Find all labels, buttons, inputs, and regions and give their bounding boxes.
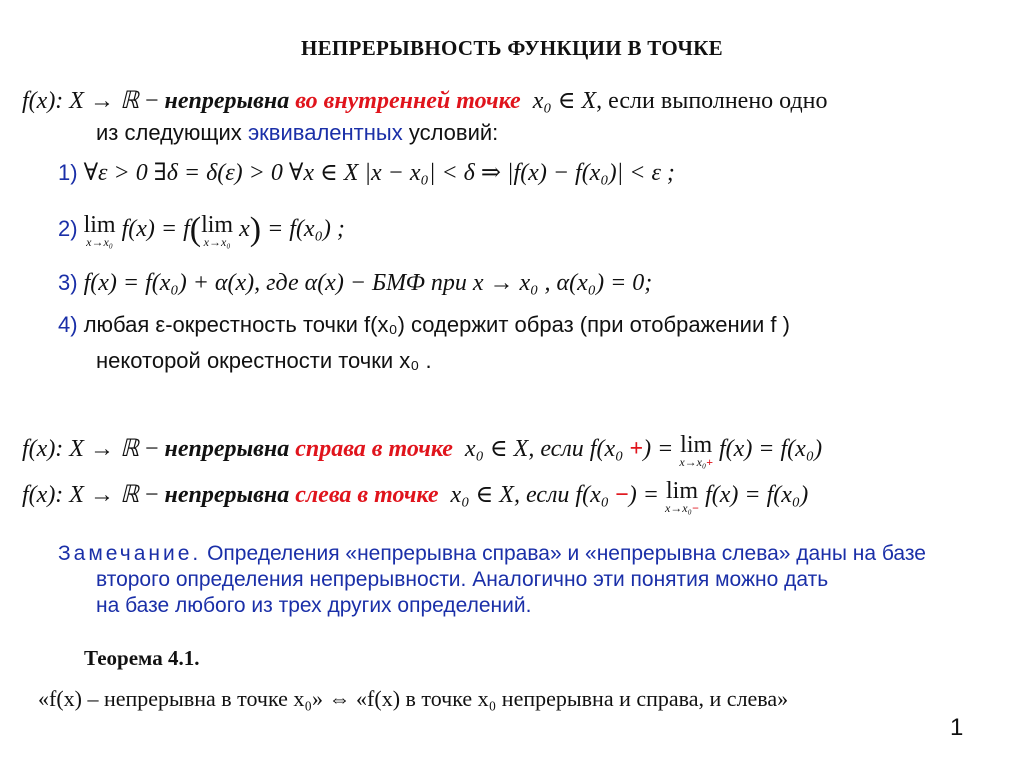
definition-line-2 (96, 118, 498, 148)
lim-subscript: x→x₀ (86, 235, 113, 249)
page-title: НЕПРЕРЫВНОСТЬ ФУНКЦИИ В ТОЧКЕ (300, 36, 723, 60)
cond-c: f(x) = f(x₀) (719, 436, 823, 462)
function-mapping: f(x): X → ℝ (22, 88, 139, 114)
lim-label: lim (680, 432, 713, 458)
condition-4-line-2: некоторой окрестности точки x₀ . (96, 348, 432, 373)
note-line-1 (58, 540, 926, 567)
cond-a: , если f(x₀ (513, 482, 610, 508)
point-x0: x₀ ∈ X (464, 436, 529, 462)
term-continuous: непрерывна (164, 436, 290, 462)
lim-label: lim (666, 478, 699, 504)
term-continuous: непрерывна (164, 482, 290, 508)
limit-operator (665, 480, 699, 514)
theorem-title: Теорема 4.1. (84, 646, 200, 670)
function-mapping: f(x): X → ℝ (22, 482, 139, 508)
condition-number: 3) (58, 270, 78, 295)
plus-sign: + (629, 436, 644, 462)
condition-3 (58, 268, 652, 298)
lim-plus-sign: + (706, 455, 713, 469)
lim-subscript: x→x₀ (679, 455, 707, 469)
condition-text-c: = f(x₀) ; (267, 216, 345, 242)
cond-b: ) = (643, 436, 674, 462)
point-x0: x₀ ∈ X (532, 88, 597, 114)
condition-text-line1: любая ε-окрестность точки f(x₀) содержит образ (при отображении f ) (83, 312, 790, 337)
left-continuity-definition (22, 480, 808, 514)
cond-b: ) = (628, 482, 659, 508)
dash: − (144, 436, 159, 462)
note-line-2: второго определения непрерывности. Аналогично эти понятия можно дать (96, 568, 829, 591)
lim-subscript: x→x₀ (203, 235, 231, 249)
condition-text: f(x) = f(x₀) + α(x), где α(x) − БМФ при x → x₀ , α(x₀) = 0; (83, 270, 653, 296)
minus-sign: − (615, 482, 629, 508)
dash: − (144, 482, 159, 508)
condition-1 (58, 158, 675, 188)
point-x0: x₀ ∈ X (450, 482, 514, 508)
cond-c: f(x) = f(x₀) (705, 482, 809, 508)
equivalent-conditions-link[interactable]: эквивалентных (247, 120, 403, 145)
term-right: справа в точке (295, 436, 453, 462)
lim-minus-sign: − (691, 501, 700, 515)
definition-line2-a: из следующих (96, 120, 242, 145)
condition-text: ∀ε > 0 ∃δ = δ(ε) > 0 ∀x ∈ X |x − x₀| < δ ⇒ |f(x) − f(x₀)| < ε ; (83, 160, 675, 186)
lim-label: lim (83, 212, 116, 238)
term-left: слева в точке (295, 482, 439, 508)
note-text-1: Определения «непрерывна справа» и «непрерывна слева» даны на базе (207, 542, 926, 565)
right-continuity-definition (22, 434, 822, 468)
function-mapping: f(x): X → ℝ (22, 436, 139, 462)
definition-line-1 (22, 86, 828, 116)
note-line-3: на базе любого из трех других определений. (96, 594, 532, 617)
definition-tail: , если выполнено одно (596, 88, 828, 114)
lim-label: lim (201, 212, 234, 238)
condition-number: 1) (58, 160, 78, 185)
page-number: 1 (950, 714, 964, 741)
condition-number: 4) (58, 312, 78, 337)
lim-subscript: x→x₀ (664, 501, 692, 515)
condition-text-a: f(x) = f (121, 216, 190, 242)
condition-4 (58, 310, 790, 340)
cond-a: , если f(x₀ (528, 436, 624, 462)
limit-operator (679, 434, 713, 468)
dash: − (144, 88, 159, 114)
condition-number: 2) (58, 216, 78, 241)
limit-operator (84, 214, 116, 248)
condition-2 (58, 211, 345, 249)
limit-operator-inner (201, 214, 233, 248)
condition-text-b: x (239, 216, 250, 242)
term-interior-point: во внутренней точке (295, 88, 521, 114)
term-continuous: непрерывна (164, 88, 290, 114)
theorem-statement: «f(x) – непрерывна в точке x₀» ⇔ «f(x) в точке x₀ непрерывна и справа, и слева» (38, 686, 789, 711)
paren-right: ) (249, 211, 262, 248)
note-label: Замечание. (58, 542, 202, 565)
definition-line2-b: условий: (408, 120, 499, 145)
paren-left: ( (189, 211, 202, 248)
